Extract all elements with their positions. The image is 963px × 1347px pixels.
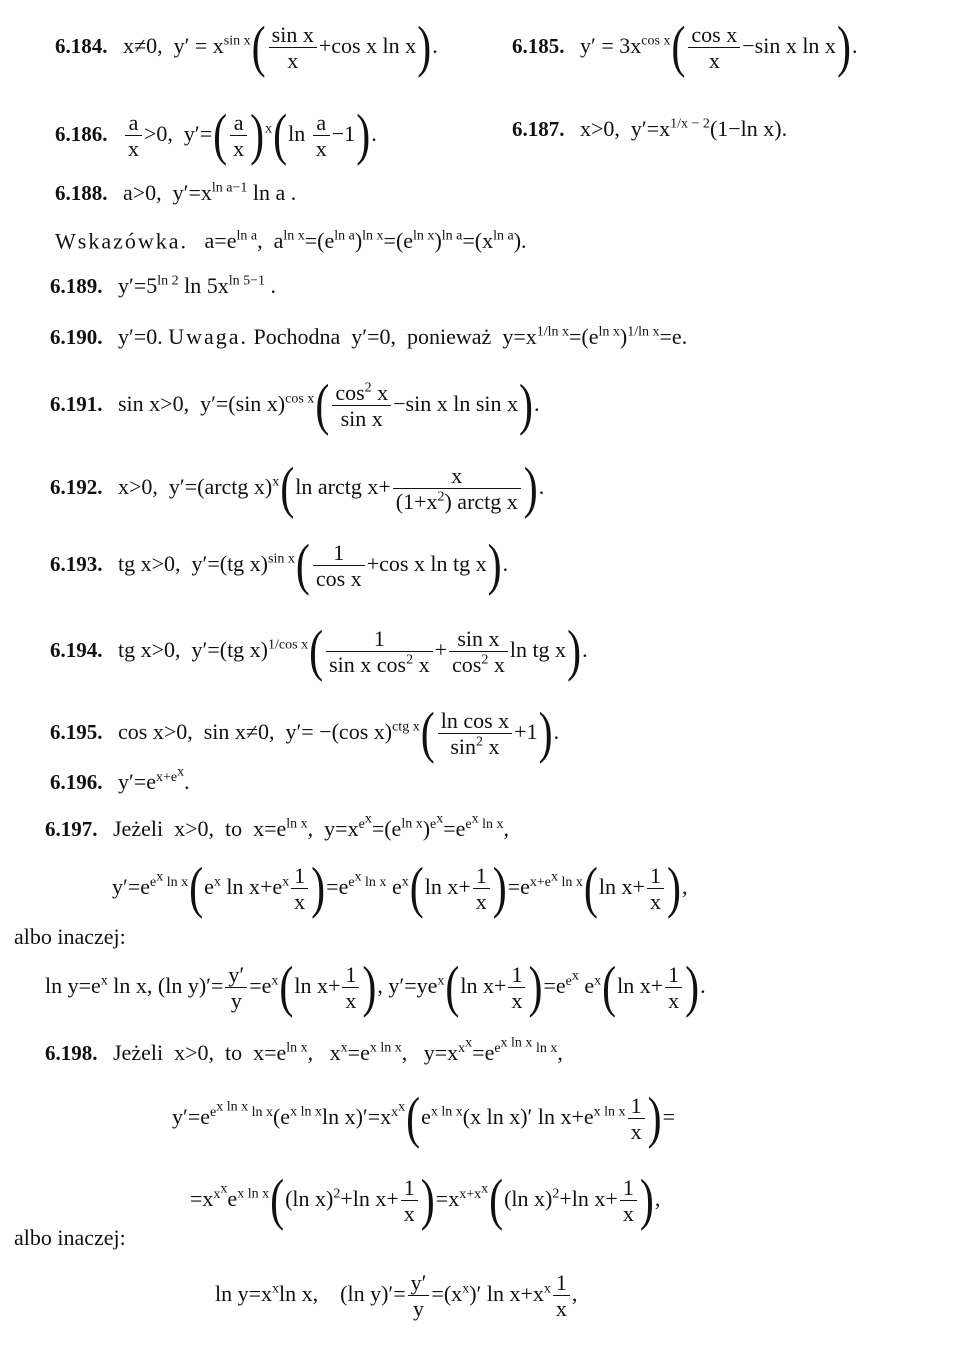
line-6-197-derivative: $y'=e^{e^x ln x}(e^x$ $\ln x+e^x$ $\frac{1}{x}$ )$=e^{e^x ln x}$ $e^x(\ln$ x+ $\frac{1}{x}$ )$=e^{x+e^x ln x}(\ln$ x+ $\frac{1}{x}$ ), (112, 857, 688, 920)
item-number: 6.197. (45, 816, 98, 841)
item-number: 6.187. (512, 117, 565, 142)
line-6-191: 6.191. sin x>0, y′=(sin x)$^{cos x}$( $\frac{\cos^2 x}{\text{sin x}}$ −sin x ln sin x). (50, 374, 540, 437)
item-number: 6.193. (50, 551, 103, 576)
line-6-185: 6.185. $y' = 3x^{cos x}$( $\frac{\text{cos x}}{x}$ −sin x ln x). (512, 16, 858, 79)
line-6-190: 6.190. y′=0. Uwaga. Pochodna y′=0, ponieważ $y=x^{1/ln x}=(e^{ln x})^{1/ln x}=e$. (50, 324, 688, 350)
item-number: 6.192. (50, 474, 103, 499)
line-6-197-alt: $\ln y=e^x$ ln x, (ln y)′= $\frac{y'}{y}$ $=e^x(\ln$ x+ $\frac{1}{x}$ ), $y'=ye^x(\ln$ x+ $\frac{1}{x}$ )$=e^{e^x}$ $e^x(\ln$ x+ $\frac{1}{x}$ ). (45, 956, 706, 1019)
item-number: 6.190. (50, 325, 103, 350)
line-6-196: 6.196. $y'=e^{x+e^x}$. (50, 764, 190, 794)
hint-line: Wskazówka. $a=e^{ln a}$, $a^{ln x}=(e^{ln a})^{ln x}=(e^{ln x})^{ln a}=(x^{ln a})$. (55, 228, 527, 254)
line-6-189: 6.189. $y'=5^{ln 2}$ $\ln 5x^{ln 5-1}$ . (50, 273, 277, 299)
line-6-198-derivative: $y'=e^{e^{x ln x} ln x}(e^{x ln x}\ln$ $x)'=x^{x^x}(e^{x ln x}(x$ ln x)′ $\ln x+e^{x ln x}$ $\frac{1}{x}$ )= (172, 1087, 675, 1150)
line-6-194: 6.194. tg x>0, y′=(tg x)$^{1/cos x}$( $\frac{1}{\sin x \cos^2 x}$ + $\frac{\text{sin x}}{\cos^2 x}$ ln tg x). (50, 620, 588, 683)
hint-label: Wskazówka. (55, 228, 189, 254)
line-6-198-result: $=x^{x^x}e^{x ln x}((\ln$ x)$^2$+ln x+ $\frac{1}{x}$ )$=x^{x+x^x}((\ln$ x)$^2$+ln x+ $\frac{1}{x}$ ), (190, 1169, 661, 1232)
line-6-193: 6.193. tg x>0, y′=(tg x)$^{sin x}$( $\frac{1}{\text{cos x}}$ +cos x ln tg x). (50, 534, 509, 597)
item-number: 6.186. (55, 121, 108, 146)
item-number: 6.184. (55, 33, 108, 58)
item-number: 6.185. (512, 33, 565, 58)
item-number: 6.196. (50, 769, 103, 794)
line-6-187: 6.187. x>0, $y'=x^{1/x - 2}(1-\ln$ x). (512, 116, 788, 142)
line-6-197: 6.197. Jeżeli x>0, to $x=e^{ln x}$, $y=x^{e^x}=(e^{ln x})^{e^x}=e^{e^x ln x}$, (45, 811, 510, 841)
albo-inaczej-2: albo inaczej: (14, 1225, 126, 1250)
line-6-184: 6.184. x≠0, $y' = x^{sin x}$( $\frac{\text{sin x}}{x}$ +cos x ln x). (55, 16, 438, 79)
line-6-198-alt: $\ln y=x^x\ln$ x, (ln y)′= $\frac{y'}{y}$ $=(x^x)'$ $\ln x+x^x$ $\frac{1}{x}$ , (215, 1270, 578, 1322)
item-number: 6.191. (50, 391, 103, 416)
item-number: 6.188. (55, 181, 108, 206)
line-6-195: 6.195. cos x>0, sin x≠0, y′= −(cos x)$^{ctg x}$( $\frac{\text{ln cos x}}{\sin^2 x}$ +1). (50, 702, 560, 765)
line-6-198: 6.198. Jeżeli x>0, to $x=e^{ln x}$, $x^x=e^{x ln x}$, $y=x^{x^x}=e^{e^{x ln x} ln x}$, (45, 1035, 563, 1065)
line-6-186: 6.186. $\frac{a}{x}$ >0, y′=( $\frac{a}{x}$ )$^x$(ln $\frac{a}{x}$ −1). (55, 104, 377, 167)
item-number: 6.195. (50, 719, 103, 744)
item-number: 6.198. (45, 1040, 98, 1065)
item-number: 6.189. (50, 274, 103, 299)
line-6-192: 6.192. x>0, y′=(arctg x)$^x$(ln arctg x+ $\frac{x}{(1+x^2) arctg x}$ ). (50, 457, 545, 520)
albo-inaczej-1: albo inaczej: (14, 924, 126, 949)
item-number: 6.194. (50, 637, 103, 662)
line-6-188: 6.188. a>0, $y'=x^{ln a-1}$ ln a . (55, 180, 297, 206)
